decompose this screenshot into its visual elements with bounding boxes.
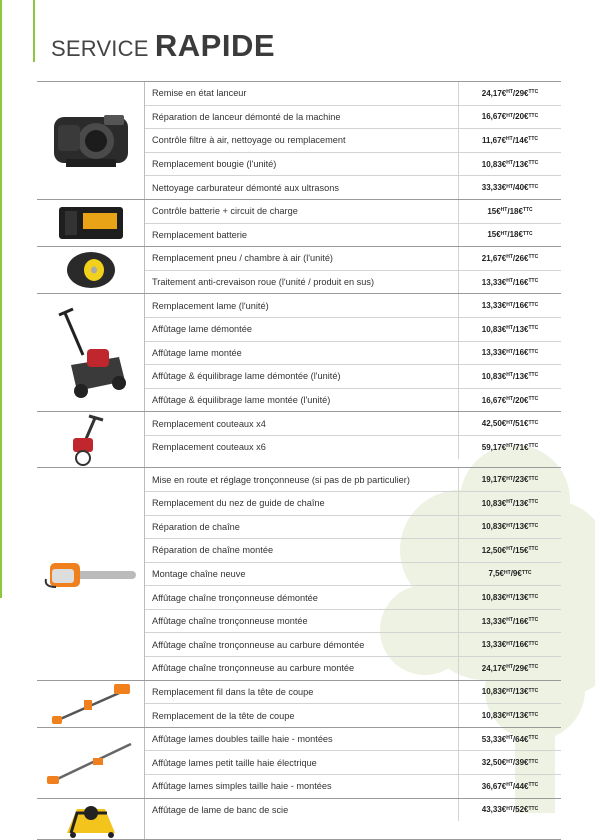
service-label: Remplacement pneu / chambre à air (l'unité): [152, 253, 333, 264]
price-ttc-suffix: TTC: [528, 348, 539, 355]
price-cell: 13,33€ $^{HT}$ / 16€ $^{TTC}$: [458, 294, 561, 317]
price-cell: 13,33€ $^{HT}$ / 16€ $^{TTC}$: [458, 342, 561, 365]
table-row: [145, 563, 561, 587]
price-ht-suffix: HT: [506, 348, 513, 355]
service-label: Contrôle filtre à air, nettoyage ou remplacement: [152, 135, 346, 146]
price-ht: 13,33€: [481, 640, 507, 650]
price-ttc-suffix: TTC: [528, 254, 539, 261]
price-ht-suffix: HT: [504, 569, 511, 576]
price-ttc: 29€: [515, 88, 529, 98]
price-ht-suffix: HT: [506, 805, 513, 812]
price-ttc: 13€: [515, 498, 529, 508]
price-cell: 36,67€ $^{HT}$ / 44€ $^{TTC}$: [458, 775, 561, 798]
price-ttc: 13€: [515, 593, 529, 603]
price-ttc: 23€: [515, 475, 529, 485]
price-ht-suffix: HT: [506, 278, 513, 285]
price-ttc: 18€: [509, 206, 523, 216]
price-ht-suffix: HT: [506, 112, 513, 119]
price-ttc-suffix: TTC: [528, 278, 539, 285]
table-row: [145, 704, 561, 727]
service-rows: [145, 728, 561, 798]
price-ttc-suffix: TTC: [528, 301, 539, 308]
price-cell: 19,17€ $^{HT}$ / 23€ $^{TTC}$: [458, 468, 561, 491]
service-label: Nettoyage carburateur démonté aux ultrasons: [152, 182, 339, 193]
service-label: Affûtage lames simples taille haie - montées: [152, 781, 332, 792]
table-row: [145, 799, 561, 822]
price-ht-suffix: HT: [506, 546, 513, 553]
price-cell: 13,33€ $^{HT}$ / 16€ $^{TTC}$: [458, 610, 561, 633]
price-ttc-suffix: TTC: [528, 522, 539, 529]
price-cell: 13,33€ $^{HT}$ / 16€ $^{TTC}$: [458, 271, 561, 294]
service-rows: [145, 468, 561, 679]
service-group: [37, 82, 561, 200]
price-cell: 53,33€ $^{HT}$ / 64€ $^{TTC}$: [458, 728, 561, 751]
product-thumbnail: [37, 200, 145, 246]
price-cell: 7,5€ $^{HT}$ / 9€ $^{TTC}$: [458, 563, 561, 586]
product-thumbnail: [37, 412, 145, 467]
table-row: [145, 318, 561, 342]
price-ht-suffix: HT: [506, 687, 513, 694]
price-ht: 59,17€: [481, 442, 507, 452]
price-ttc-suffix: TTC: [528, 89, 539, 96]
price-ht: 33,33€: [481, 183, 507, 193]
price-cell: 10,83€ $^{HT}$ / 13€ $^{TTC}$: [458, 586, 561, 609]
price-ht: 43,33€: [481, 805, 507, 815]
price-ttc: 64€: [515, 734, 529, 744]
product-thumbnail: [37, 799, 145, 839]
price-cell: 16,67€ $^{HT}$ / 20€ $^{TTC}$: [458, 389, 561, 412]
table-row: [145, 294, 561, 318]
lawnmower-image: [51, 305, 131, 400]
price-ht-suffix: HT: [506, 782, 513, 789]
hedge-trimmer-image: [43, 738, 139, 788]
price-cell: 10,83€ $^{HT}$ / 13€ $^{TTC}$: [458, 365, 561, 388]
price-ttc: 16€: [515, 348, 529, 358]
price-cell: 32,50€ $^{HT}$ / 39€ $^{TTC}$: [458, 751, 561, 774]
price-ht-suffix: HT: [506, 664, 513, 671]
price-ttc-suffix: TTC: [528, 593, 539, 600]
price-ht-suffix: HT: [506, 499, 513, 506]
price-ht: 10,83€: [481, 711, 507, 721]
service-label: Montage chaîne neuve: [152, 568, 246, 579]
price-cell: 15€ $^{HT}$ / 18€ $^{TTC}$: [458, 224, 561, 247]
price-ttc-suffix: TTC: [528, 735, 539, 742]
price-ttc-suffix: TTC: [528, 136, 539, 143]
price-ht: 10,83€: [481, 324, 507, 334]
price-cell: 13,33€ $^{HT}$ / 16€ $^{TTC}$: [458, 633, 561, 656]
price-ht: 10,83€: [481, 498, 507, 508]
table-row: [145, 247, 561, 271]
price-ttc: 9€: [512, 569, 522, 579]
price-cell: 11,67€ $^{HT}$ / 14€ $^{TTC}$: [458, 129, 561, 152]
saw-bench-image: [61, 799, 121, 839]
service-group: [37, 200, 561, 247]
service-label: Affûtage chaîne tronçonneuse au carbure montée: [152, 663, 355, 674]
table-row: [145, 82, 561, 106]
table-row: [145, 775, 561, 798]
price-ht-suffix: HT: [506, 136, 513, 143]
price-ttc-suffix: TTC: [528, 687, 539, 694]
price-cell: 33,33€ $^{HT}$ / 40€ $^{TTC}$: [458, 176, 561, 199]
service-label: Réparation de lanceur démonté de la machine: [152, 111, 341, 122]
price-ht: 24,17€: [481, 663, 507, 673]
price-ttc: 14€: [514, 135, 529, 145]
price-cell: 43,33€ $^{HT}$ / 52€ $^{TTC}$: [458, 799, 561, 822]
page-title: [51, 30, 275, 61]
price-ht: 21,67€: [481, 253, 507, 263]
service-label: Affûtage chaîne tronçonneuse montée: [152, 616, 308, 627]
table-row: [145, 365, 561, 389]
table-row: [145, 681, 561, 705]
price-ht-suffix: HT: [506, 372, 513, 379]
wheel-image: [64, 250, 118, 290]
service-label: Remplacement couteaux x6: [152, 442, 266, 453]
price-ttc: 16€: [515, 616, 529, 626]
price-cell: 15€ $^{HT}$ / 18€ $^{TTC}$: [458, 200, 561, 223]
service-label: Réparation de chaîne: [152, 521, 240, 532]
price-ht: 19,17€: [481, 475, 507, 485]
trimmer-image: [48, 682, 134, 726]
price-ht: 7,5€: [488, 569, 505, 579]
service-label: Remplacement lame (l'unité): [152, 300, 269, 311]
price-ht-suffix: HT: [506, 711, 513, 718]
table-row: [145, 153, 561, 177]
price-ttc: 18€: [509, 230, 523, 240]
price-ht: 32,50€: [481, 758, 507, 768]
service-label: Remplacement batterie: [152, 229, 247, 240]
page-edge-accent-bar: [0, 0, 2, 598]
price-ht: 10,83€: [481, 371, 507, 381]
price-ht: 24,17€: [481, 88, 507, 98]
price-ht-suffix: HT: [506, 640, 513, 647]
price-ttc-suffix: TTC: [528, 782, 539, 789]
price-ht: 13,33€: [481, 348, 507, 358]
price-cell: 10,83€ $^{HT}$ / 13€ $^{TTC}$: [458, 153, 561, 176]
price-ttc-suffix: TTC: [528, 325, 539, 332]
price-ttc-suffix: TTC: [528, 372, 539, 379]
table-row: [145, 389, 561, 412]
price-cell: 10,83€ $^{HT}$ / 13€ $^{TTC}$: [458, 516, 561, 539]
product-thumbnail: [37, 82, 145, 199]
table-row: [145, 633, 561, 657]
service-label: Affûtage & équilibrage lame montée (l'unité): [152, 395, 331, 406]
price-ttc-suffix: TTC: [528, 640, 539, 647]
title-accent-bar: [33, 0, 35, 62]
price-ttc: 39€: [515, 758, 529, 768]
price-ht-suffix: HT: [500, 207, 508, 214]
price-ttc: 20€: [515, 112, 529, 122]
service-label: Mise en route et réglage tronçonneuse (si pas de pb particulier): [152, 474, 410, 485]
price-ht-suffix: HT: [506, 325, 513, 332]
service-label: Affûtage lame montée: [152, 347, 242, 358]
product-thumbnail: [37, 294, 145, 411]
price-ht-suffix: HT: [506, 254, 513, 261]
price-ttc-suffix: TTC: [528, 711, 539, 718]
price-ttc-suffix: TTC: [528, 112, 539, 119]
table-row: [145, 728, 561, 752]
price-ttc: 44€: [515, 781, 529, 791]
title-light: SERVICE: [51, 36, 149, 61]
price-cell: 21,67€ $^{HT}$ / 26€ $^{TTC}$: [458, 247, 561, 270]
table-row: [145, 436, 561, 459]
price-ht: 36,67€: [481, 781, 507, 791]
price-ttc: 71€: [515, 442, 529, 452]
price-ttc-suffix: TTC: [528, 396, 539, 403]
price-ttc-suffix: TTC: [528, 664, 539, 671]
table-row: [145, 657, 561, 680]
price-ttc: 15€: [515, 545, 529, 555]
price-ht-suffix: HT: [500, 230, 508, 237]
product-thumbnail: [37, 728, 145, 798]
price-table: [37, 81, 561, 840]
service-group: [37, 728, 561, 799]
service-rows: [145, 681, 561, 727]
service-rows: [145, 799, 561, 839]
price-ttc-suffix: TTC: [528, 758, 539, 765]
service-label: Affûtage lames petit taille haie électrique: [152, 757, 317, 768]
service-label: Remplacement bougie (l'unité): [152, 159, 277, 170]
price-ttc-suffix: TTC: [528, 475, 539, 482]
price-ht: 10,83€: [481, 593, 507, 603]
price-ttc: 40€: [515, 183, 529, 193]
service-group: [37, 468, 561, 680]
price-ht: 11,67€: [481, 135, 507, 145]
service-group: [37, 294, 561, 412]
price-ht: 10,83€: [481, 159, 507, 169]
service-group: [37, 412, 561, 468]
service-group: [37, 681, 561, 728]
table-row: [145, 412, 561, 436]
price-ttc-suffix: TTC: [521, 569, 532, 576]
price-ht: 13,33€: [481, 277, 507, 287]
price-ttc-suffix: TTC: [522, 230, 533, 237]
price-ht-suffix: HT: [506, 89, 513, 96]
price-ttc: 13€: [515, 687, 529, 697]
price-ttc-suffix: TTC: [528, 546, 539, 553]
table-row: [145, 200, 561, 224]
price-ttc: 13€: [515, 522, 529, 532]
service-rows: [145, 412, 561, 467]
price-ht-suffix: HT: [506, 475, 513, 482]
service-label: Remplacement de la tête de coupe: [152, 710, 295, 721]
table-row: [145, 492, 561, 516]
price-ht: 12,50€: [481, 545, 507, 555]
price-ttc: 16€: [515, 277, 529, 287]
tiller-image: [61, 412, 121, 467]
service-label: Affûtage lame démontée: [152, 324, 252, 335]
service-label: Traitement anti-crevaison roue (l'unité / produit en sus): [152, 277, 375, 288]
price-cell: 59,17€ $^{HT}$ / 71€ $^{TTC}$: [458, 436, 561, 459]
service-group: [37, 799, 561, 839]
price-cell: 10,83€ $^{HT}$ / 13€ $^{TTC}$: [458, 318, 561, 341]
price-ht-suffix: HT: [506, 758, 513, 765]
price-ht: 13,33€: [481, 301, 507, 311]
product-thumbnail: [37, 468, 145, 679]
price-ttc-suffix: TTC: [522, 207, 533, 214]
price-ttc-suffix: TTC: [528, 443, 539, 450]
price-ht-suffix: HT: [506, 396, 513, 403]
price-ttc-suffix: TTC: [528, 617, 539, 624]
service-label: Affûtage de lame de banc de scie: [152, 804, 289, 815]
price-ht-suffix: HT: [506, 183, 513, 190]
table-row: [145, 539, 561, 563]
price-ht: 42,50€: [481, 419, 507, 429]
price-ttc: 13€: [515, 324, 529, 334]
price-cell: 42,50€ $^{HT}$ / 51€ $^{TTC}$: [458, 412, 561, 435]
table-row: [145, 751, 561, 775]
service-rows: [145, 247, 561, 293]
service-label: Remplacement couteaux x4: [152, 418, 266, 429]
table-row: [145, 106, 561, 130]
service-label: Remplacement fil dans la tête de coupe: [152, 686, 314, 697]
price-ht-suffix: HT: [506, 522, 513, 529]
price-ht-suffix: HT: [506, 443, 513, 450]
price-ht: 16,67€: [481, 112, 507, 122]
table-row: [145, 586, 561, 610]
price-ht-suffix: HT: [506, 593, 513, 600]
table-row: [145, 516, 561, 540]
price-ttc-suffix: TTC: [528, 160, 539, 167]
price-ht: 10,83€: [481, 687, 507, 697]
price-ttc-suffix: TTC: [528, 805, 539, 812]
battery-image: [55, 203, 127, 243]
title-bold: RAPIDE: [154, 28, 276, 63]
price-cell: 10,83€ $^{HT}$ / 13€ $^{TTC}$: [458, 681, 561, 704]
price-ht: 16,67€: [481, 395, 507, 405]
service-group: [37, 247, 561, 294]
price-ht-suffix: HT: [506, 617, 513, 624]
price-cell: 10,83€ $^{HT}$ / 13€ $^{TTC}$: [458, 704, 561, 727]
price-ht-suffix: HT: [506, 160, 513, 167]
price-ht-suffix: HT: [506, 301, 513, 308]
price-ttc: 52€: [515, 805, 529, 815]
price-cell: 16,67€ $^{HT}$ / 20€ $^{TTC}$: [458, 106, 561, 129]
table-row: [145, 610, 561, 634]
service-label: Affûtage chaîne tronçonneuse démontée: [152, 592, 318, 603]
table-row: [145, 468, 561, 492]
price-ht: 15€: [487, 230, 501, 240]
price-cell: 10,83€ $^{HT}$ / 13€ $^{TTC}$: [458, 492, 561, 515]
price-ht: 10,83€: [481, 522, 507, 532]
service-label: Affûtage & équilibrage lame démontée (l'unité): [152, 371, 341, 382]
table-row: [145, 271, 561, 294]
price-ttc: 26€: [515, 253, 529, 263]
price-ttc: 29€: [515, 663, 529, 673]
price-ht: 53,33€: [481, 734, 507, 744]
price-ht-suffix: HT: [506, 735, 513, 742]
engine-image: [46, 107, 136, 173]
service-label: Affûtage lames doubles taille haie - montées: [152, 734, 333, 745]
service-label: Réparation de chaîne montée: [152, 545, 274, 556]
service-label: Affûtage chaîne tronçonneuse au carbure démontée: [152, 639, 365, 650]
table-row: [145, 176, 561, 199]
price-ttc: 16€: [515, 640, 529, 650]
price-ttc-suffix: TTC: [528, 419, 539, 426]
price-ttc: 20€: [515, 395, 529, 405]
service-label: Remise en état lanceur: [152, 88, 247, 99]
price-ttc: 13€: [515, 371, 529, 381]
price-ht-suffix: HT: [506, 419, 513, 426]
service-label: Contrôle batterie + circuit de charge: [152, 206, 298, 217]
price-cell: 24,17€ $^{HT}$ / 29€ $^{TTC}$: [458, 657, 561, 680]
table-row: [145, 129, 561, 153]
service-rows: [145, 200, 561, 246]
price-cell: 24,17€ $^{HT}$ / 29€ $^{TTC}$: [458, 82, 561, 105]
price-cell: 12,50€ $^{HT}$ / 15€ $^{TTC}$: [458, 539, 561, 562]
product-thumbnail: [37, 247, 145, 293]
service-rows: [145, 82, 561, 199]
price-ttc: 16€: [515, 301, 529, 311]
table-row: [145, 224, 561, 247]
price-ttc: 13€: [515, 159, 529, 169]
price-ht: 13,33€: [481, 616, 507, 626]
price-ttc: 13€: [515, 711, 529, 721]
service-label: Remplacement du nez de guide de chaîne: [152, 498, 325, 509]
service-rows: [145, 294, 561, 411]
table-row: [145, 342, 561, 366]
price-ttc-suffix: TTC: [528, 499, 539, 506]
price-ttc-suffix: TTC: [528, 183, 539, 190]
chainsaw-image: [42, 553, 140, 595]
product-thumbnail: [37, 681, 145, 727]
price-ttc: 51€: [515, 419, 529, 429]
price-ht: 15€: [487, 206, 501, 216]
